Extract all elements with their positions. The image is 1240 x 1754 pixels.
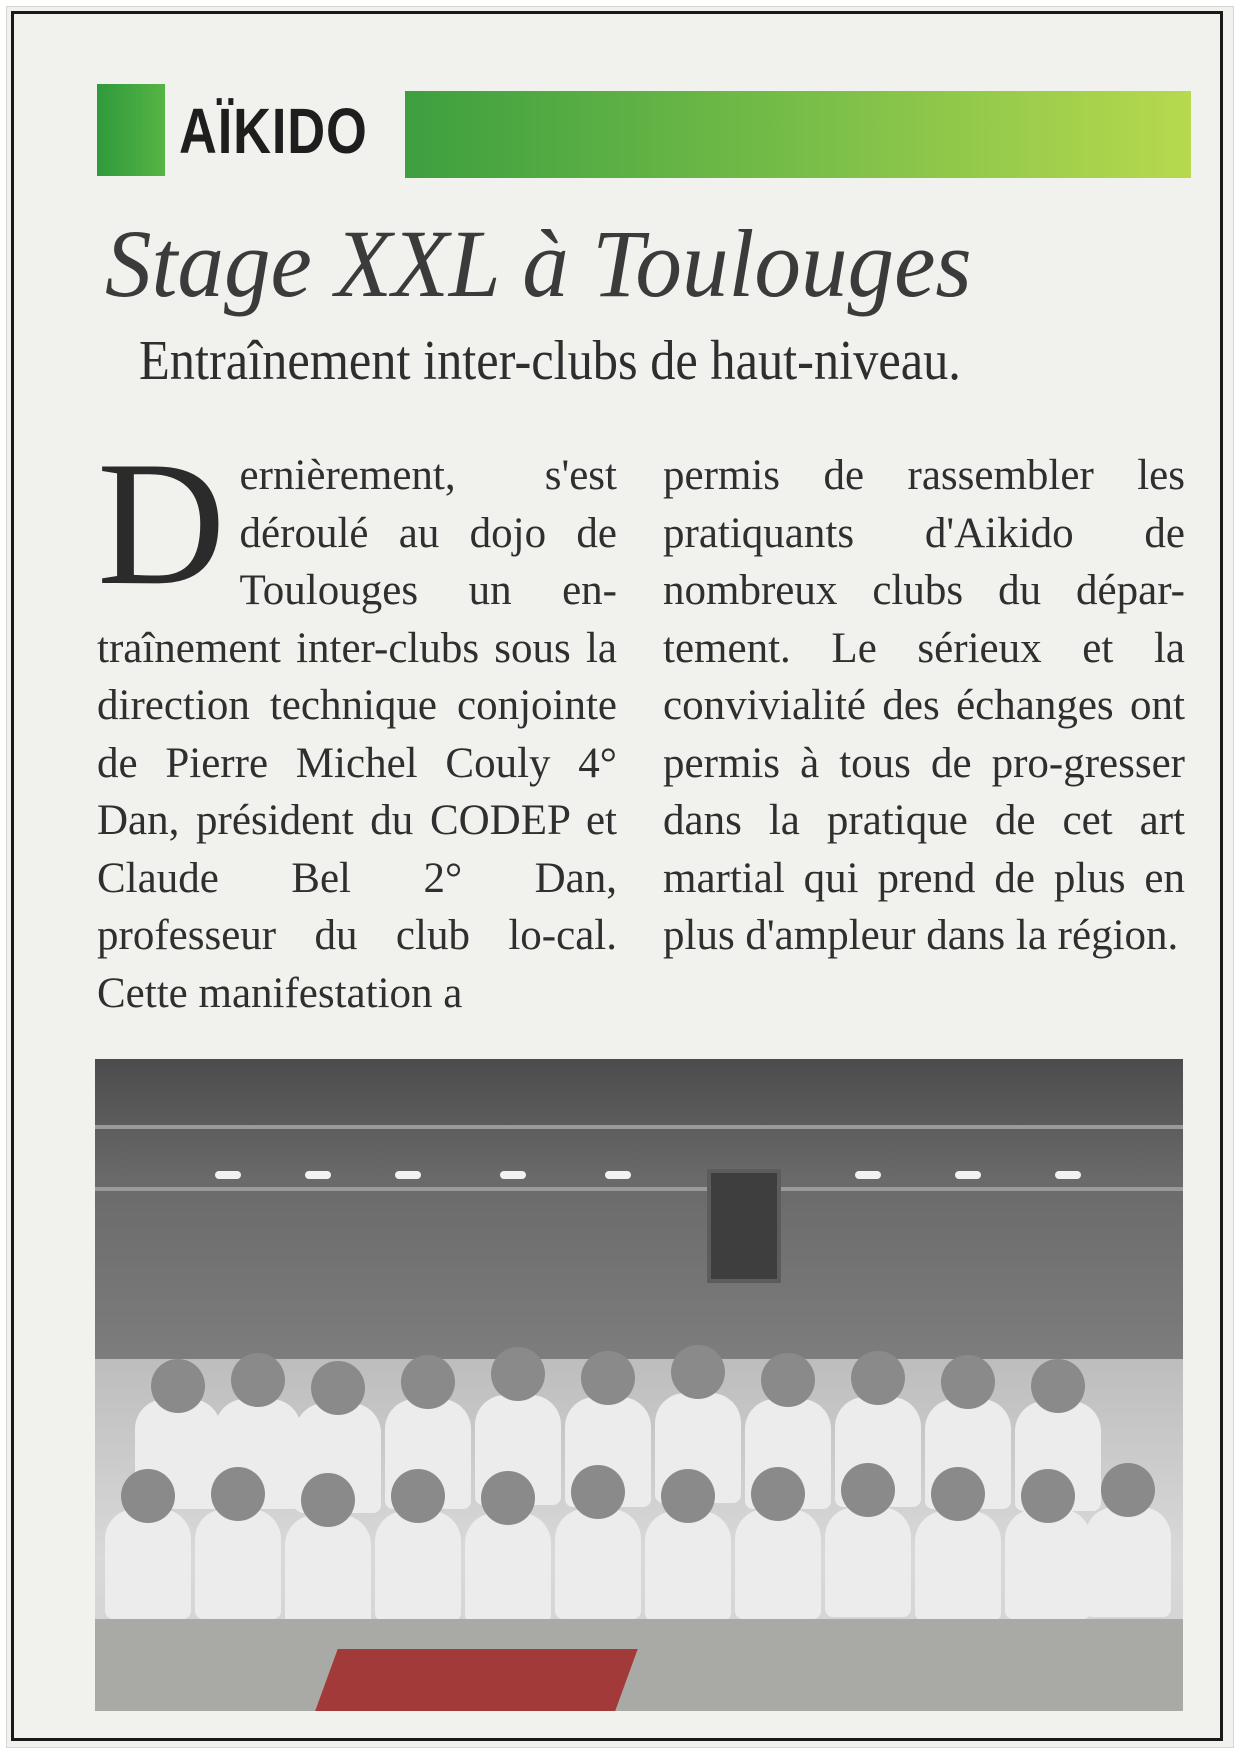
red-mat [312,1649,637,1711]
article-title: Stage XXL à Toulouges [105,210,972,317]
column-2-text: permis de rassembler les pratiquants d'Aikido de nombreux clubs du dépar-tement. Le sérieux et la convivialité des échanges ont permis à tous de pro-gresser dans la pratique de cet art martial qui prend de plus en plus d'ampleur dans la région. [663,452,1185,959]
section-color-block [97,84,165,176]
article-subtitle: Entraînement inter-clubs de haut-niveau. [139,330,961,392]
column-1-text: ernièrement, s'est déroulé au dojo de Toulouges un en-traînement inter-clubs sous la direction technique conjointe de Pierre Michel Couly 4° Dan, président du CODEP et Claude Bel 2° Dan, professeur du club lo-cal. Cette manifestation a [97,452,617,1017]
section-label: AÏKIDO [179,95,368,167]
article-column-2 [663,447,1185,1027]
drop-cap: D [97,424,226,622]
tatami-floor [95,1619,1183,1711]
group-photo [95,1059,1183,1711]
newspaper-clipping [6,6,1234,1748]
section-color-bar [405,91,1191,178]
dojo-wall [95,1059,1183,1359]
framed-portrait [707,1169,781,1283]
article-column-1 [97,424,617,1027]
